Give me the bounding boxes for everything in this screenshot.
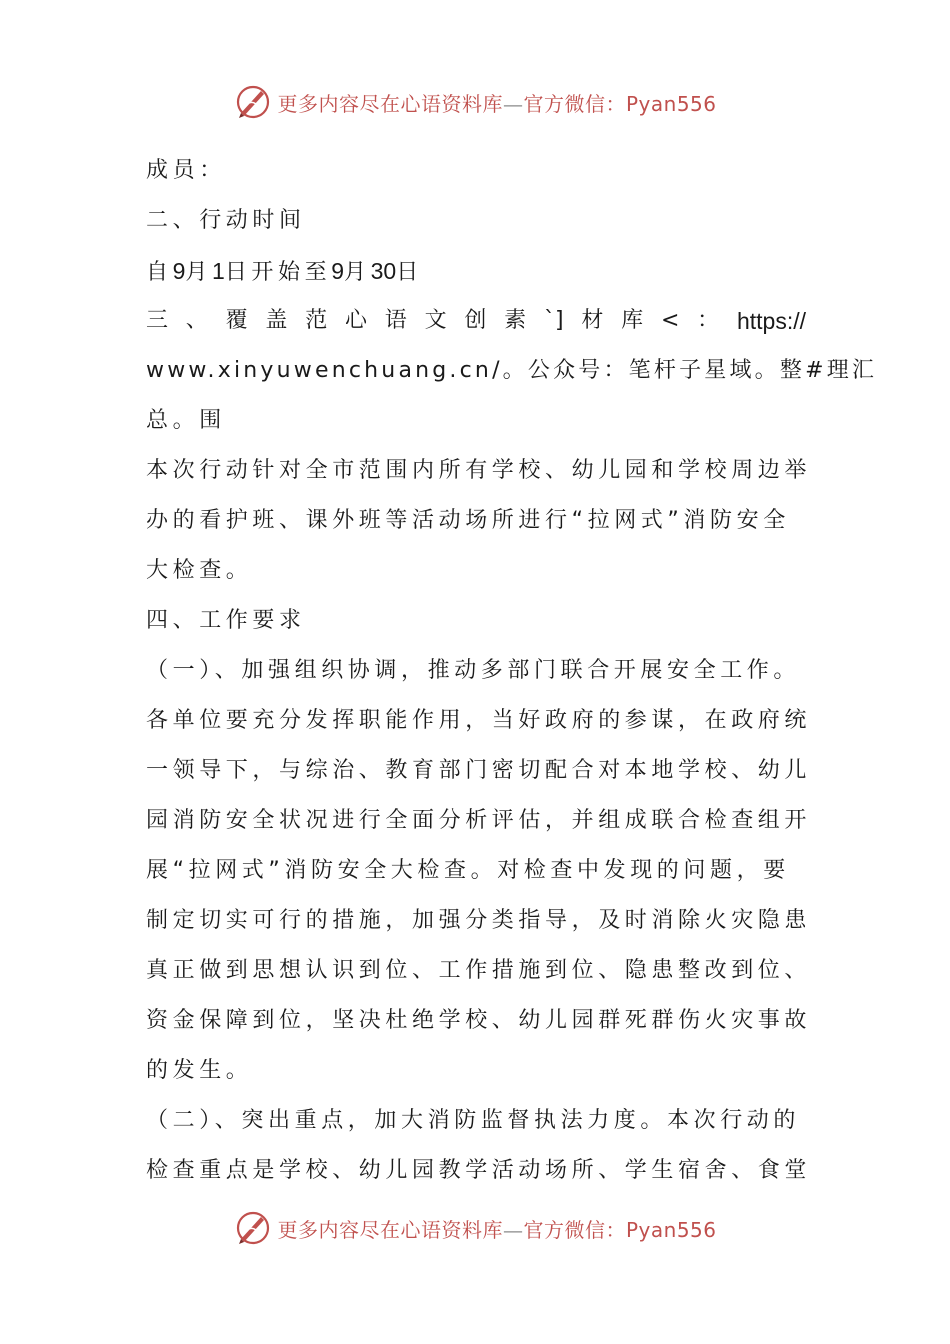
pen-logo-icon — [233, 82, 273, 122]
text-line: 资金保障到位，坚决杜绝学校、幼儿园群死群伤火灾事故 — [146, 1008, 812, 1033]
banner-dash: — — [502, 91, 524, 116]
document-body — [146, 146, 878, 1196]
text-line: 大检查。 — [146, 558, 253, 583]
char: 覆 — [225, 308, 248, 333]
footer-watermark — [0, 1206, 950, 1250]
text-line: 各单位要充分发挥职能作用，当好政府的参谋，在政府统 — [146, 708, 812, 733]
char: 素 — [504, 308, 527, 333]
char: 三 — [146, 308, 169, 333]
char: 库 — [621, 308, 644, 333]
banner-wechat-id: Pyan556 — [625, 1217, 717, 1242]
char: 范 — [305, 308, 328, 333]
text-line: 的发生。 — [146, 1058, 253, 1083]
text-line: 园消防安全状况进行全面分析评估，并组成联合检查组开 — [146, 808, 812, 833]
banner-brand: 更多内容尽在心语资料库 — [277, 91, 503, 116]
text-line: www.xinyuwenchuang.cn/。公众号：笔杆子星域。整#理汇 — [146, 358, 878, 383]
url-fragment: https:// — [736, 308, 806, 334]
section-heading: 二、行动时间 — [146, 208, 306, 233]
char: 、 — [185, 308, 208, 333]
text-line: 检查重点是学校、幼儿园教学活动场所、学生宿舍、食堂 — [146, 1158, 812, 1183]
text-line: （一）、加强组织协调，推动多部门联合开展安全工作。 — [146, 658, 801, 683]
banner-dash: — — [502, 1217, 524, 1242]
char: 心 — [344, 308, 367, 333]
section-heading-justified — [146, 296, 806, 346]
char: < — [660, 308, 680, 333]
banner-wechat-id: Pyan556 — [625, 91, 717, 116]
char: `] — [543, 308, 564, 333]
header-watermark — [0, 80, 950, 124]
text-line: 制定切实可行的措施，加强分类指导，及时消除火灾隐患 — [146, 908, 812, 933]
char: 创 — [464, 308, 487, 333]
char: 语 — [384, 308, 407, 333]
char: 材 — [581, 308, 604, 333]
text-line: 办的看护班、课外班等活动场所进行“拉网式”消防安全 — [146, 508, 790, 533]
pen-logo-icon — [233, 1208, 273, 1248]
text-line: 总。围 — [146, 408, 226, 433]
text-line: 展“拉网式”消防安全大检查。对检查中发现的问题，要 — [146, 858, 790, 883]
char: 文 — [424, 308, 447, 333]
section-heading: 四、工作要求 — [146, 608, 306, 633]
text-line: 真正做到思想认识到位、工作措施到位、隐患整改到位、 — [146, 958, 812, 983]
banner-brand: 更多内容尽在心语资料库 — [277, 1217, 503, 1242]
banner-label: 官方微信： — [523, 1217, 626, 1242]
char: 盖 — [265, 308, 288, 333]
text-line: 成员： — [146, 158, 226, 183]
banner-label: 官方微信： — [523, 91, 626, 116]
char: ： — [697, 308, 720, 333]
text-line: 一领导下，与综治、教育部门密切配合对本地学校、幼儿 — [146, 758, 812, 783]
text-line: （二）、突出重点，加大消防监督执法力度。本次行动的 — [146, 1108, 801, 1133]
text-line: 自9月1日开始至9月30日 — [146, 258, 423, 285]
text-line: 本次行动针对全市范围内所有学校、幼儿园和学校周边举 — [146, 458, 812, 483]
